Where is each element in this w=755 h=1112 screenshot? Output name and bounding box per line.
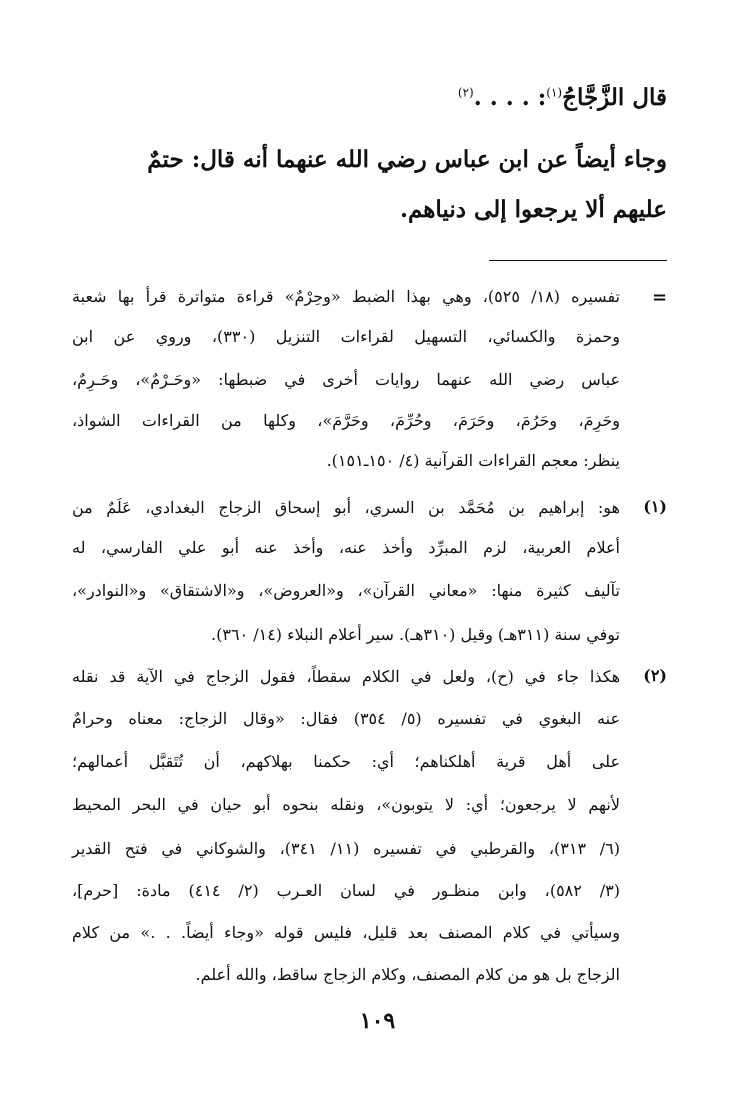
continuation-line: وحمزة والكسائي، التسهيل لقراءات التنزيل (٣٣٠)، وروي عن ابن xyxy=(72,327,621,346)
footnote-2-number: (٢) xyxy=(643,666,667,685)
footnote-2-line: الزجاج بل هو من كلام المصنف، وكلام الزجاج ساقط، والله أعلم. xyxy=(195,965,620,984)
footnote-1-number: (١) xyxy=(643,497,667,516)
footnote-2-line: لأنهم لا يرجعون؛ أي: لا يتوبون»، ونقله بنحوه أبو حيان في البحر المحيط xyxy=(72,795,620,814)
main-ellipsis: : . . . . xyxy=(473,84,547,111)
main-line-1 xyxy=(77,84,667,111)
footnote-2-line: عنه البغوي في تفسيره (٥/ ٣٥٤) فقال: «وقال الزجاج: معناه وحرامٌ xyxy=(72,709,620,728)
footnote-2-line: هكذا جاء في (ح)، ولعل في الكلام سقطاً، فقول الزجاج في الآية قد نقله xyxy=(72,667,620,686)
continuation-marker: = xyxy=(652,287,668,308)
footnote-ref-2: (٢) xyxy=(457,85,474,100)
footnote-2-line: (٦/ ٣١٣)، والقرطبي في تفسيره (١١/ ٣٤١)، والشوكاني في فتح القدير xyxy=(72,839,621,858)
footnote-1-line: أعلام العربية، لزم المبرِّد وأخذ عنه، وأخذ عنه أبو علي الفارسي، له xyxy=(72,538,620,557)
footnote-1-line: هو: إبراهيم بن مُحَمَّد بن السري، أبو إسحاق الزجاج البغدادي، عَلَمٌ من xyxy=(72,498,620,517)
main-line-3: عليهم ألا يرجعوا إلى دنياهم. xyxy=(399,196,667,223)
footnote-1-line: تآليف كثيرة منها: «معاني القرآن»، و«العروض»، و«الاشتقاق» و«النوادر»، xyxy=(72,581,620,600)
page-number: ١٠٩ xyxy=(359,1008,396,1034)
main-speaker: قال الزَّجَّاجُ xyxy=(562,84,667,111)
footnote-2-line: على أهل قرية أهلكناهم؛ أي: حكمنا بهلاكهم، أن تُتَقبَّل أعمالهم؛ xyxy=(72,752,621,771)
continuation-line: عباس رضي الله عنهما روايات أخرى في ضبطها: «وحَـرْمٌ»، وحَـرِمٌ، xyxy=(72,370,620,389)
footnote-separator xyxy=(489,260,667,261)
footnote-2-line: (٣/ ٥٨٢)، وابن منظـور في لسان العـرب (٢/ ٤١٤) مادة: [حرم]، xyxy=(72,881,621,900)
footnote-ref-1: (١) xyxy=(546,85,563,100)
footnote-2-line: وسيأتي في كلام المصنف بعد قليل، فليس قوله «وجاء أيضاً. . .» من كلام xyxy=(72,923,620,942)
main-line-2: وجاء أيضاً عن ابن عباس رضي الله عنهما أنه قال: حتمٌ xyxy=(147,146,667,173)
continuation-line: وحَرِمَ، وحَرُمَ، وحَرَمَ، وحُرِّمَ، وحَرَّمَ»، وكلها من القراءات الشواذ، xyxy=(72,411,620,430)
footnote-1-line: توفي سنة (٣١١هـ) وقيل (٣١٠هـ). سير أعلام النبلاء (١٤/ ٣٦٠). xyxy=(211,625,620,644)
continuation-line: ينظر: معجم القراءات القرآنية (٤/ ١٥٠ـ١٥١). xyxy=(326,451,620,470)
continuation-line: تفسيره (١٨/ ٥٢٥)، وهي بهذا الضبط «وحِرْمٌ» قراءة متواترة قرأ بها شعبة xyxy=(72,287,621,306)
